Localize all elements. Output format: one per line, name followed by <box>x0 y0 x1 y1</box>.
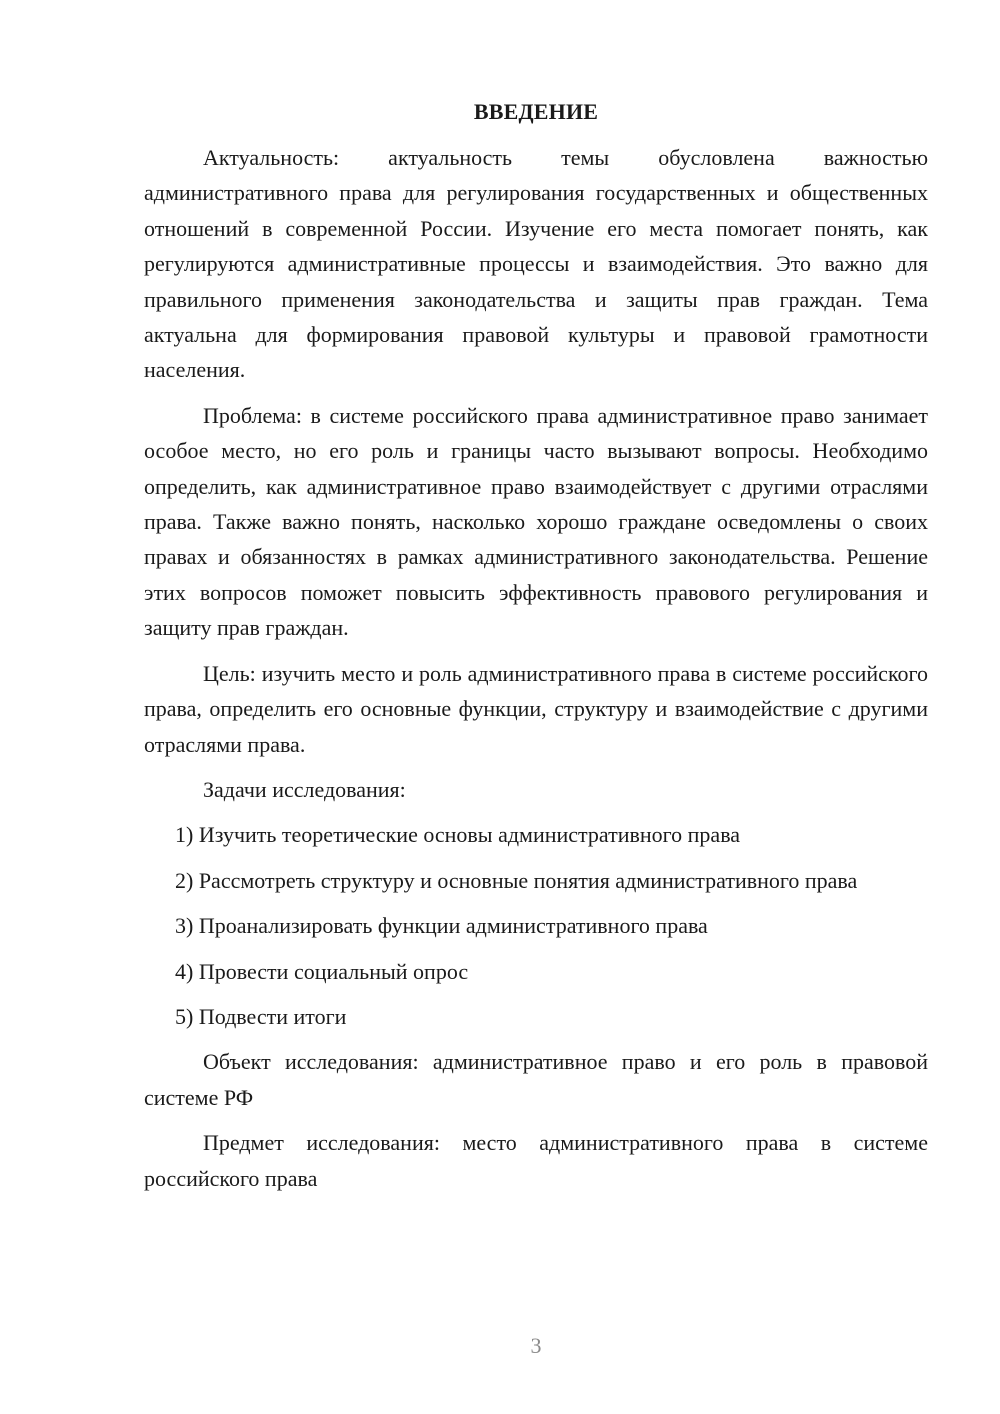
list-item: 3) Проанализировать функции административного права <box>175 913 708 939</box>
paragraph-tasks-heading: Задачи исследования: <box>203 776 406 802</box>
paragraph-problem: Проблема: в системе российского права административное право занимает особое место, но его роль и границы часто вызывают вопросы. Необходимо определить, как административное право взаимодействует с другими отраслями права. Также важно понять, насколько хорошо граждане осведомлены о своих правах и обязанностях в рамках административного законодательства. Решение этих вопросов поможет повысить эффективность правового регулирования и защиту прав граждан. <box>144 402 928 641</box>
page-number: 3 <box>530 1333 542 1358</box>
list-item: 1) Изучить теоретические основы административного права <box>175 822 741 848</box>
list-item: 5) Подвести итоги <box>175 1003 347 1029</box>
paragraph-relevance: Актуальность: актуальность темы обусловлена важностью административного права для регулирования государственных и общественных отношений в современной России. Изучение его места помогает понять, как регулируются административные процессы и взаимодействия. Это важно для правильного применения законодательства и защиты прав граждан. Тема актуальна для формирования правовой культуры и правовой грамотности населения. <box>144 145 928 383</box>
paragraph-goal: Цель: изучить место и роль административного права в системе российского права, определить его основные функции, структуру и взаимодействие с другими отраслями права. <box>144 660 928 757</box>
section-title: ВВЕДЕНИЕ <box>473 99 599 124</box>
paragraph-object: Объект исследования: административное право и его роль в правовой системе РФ <box>144 1049 928 1110</box>
list-item: 4) Провести социальный опрос <box>175 958 469 984</box>
document-page <box>144 94 928 1196</box>
tasks-list <box>144 817 928 1034</box>
list-item: 2) Рассмотреть структуру и основные понятия административного права <box>175 867 858 893</box>
paragraph-subject: Предмет исследования: место административного права в системе российского права <box>144 1130 928 1191</box>
